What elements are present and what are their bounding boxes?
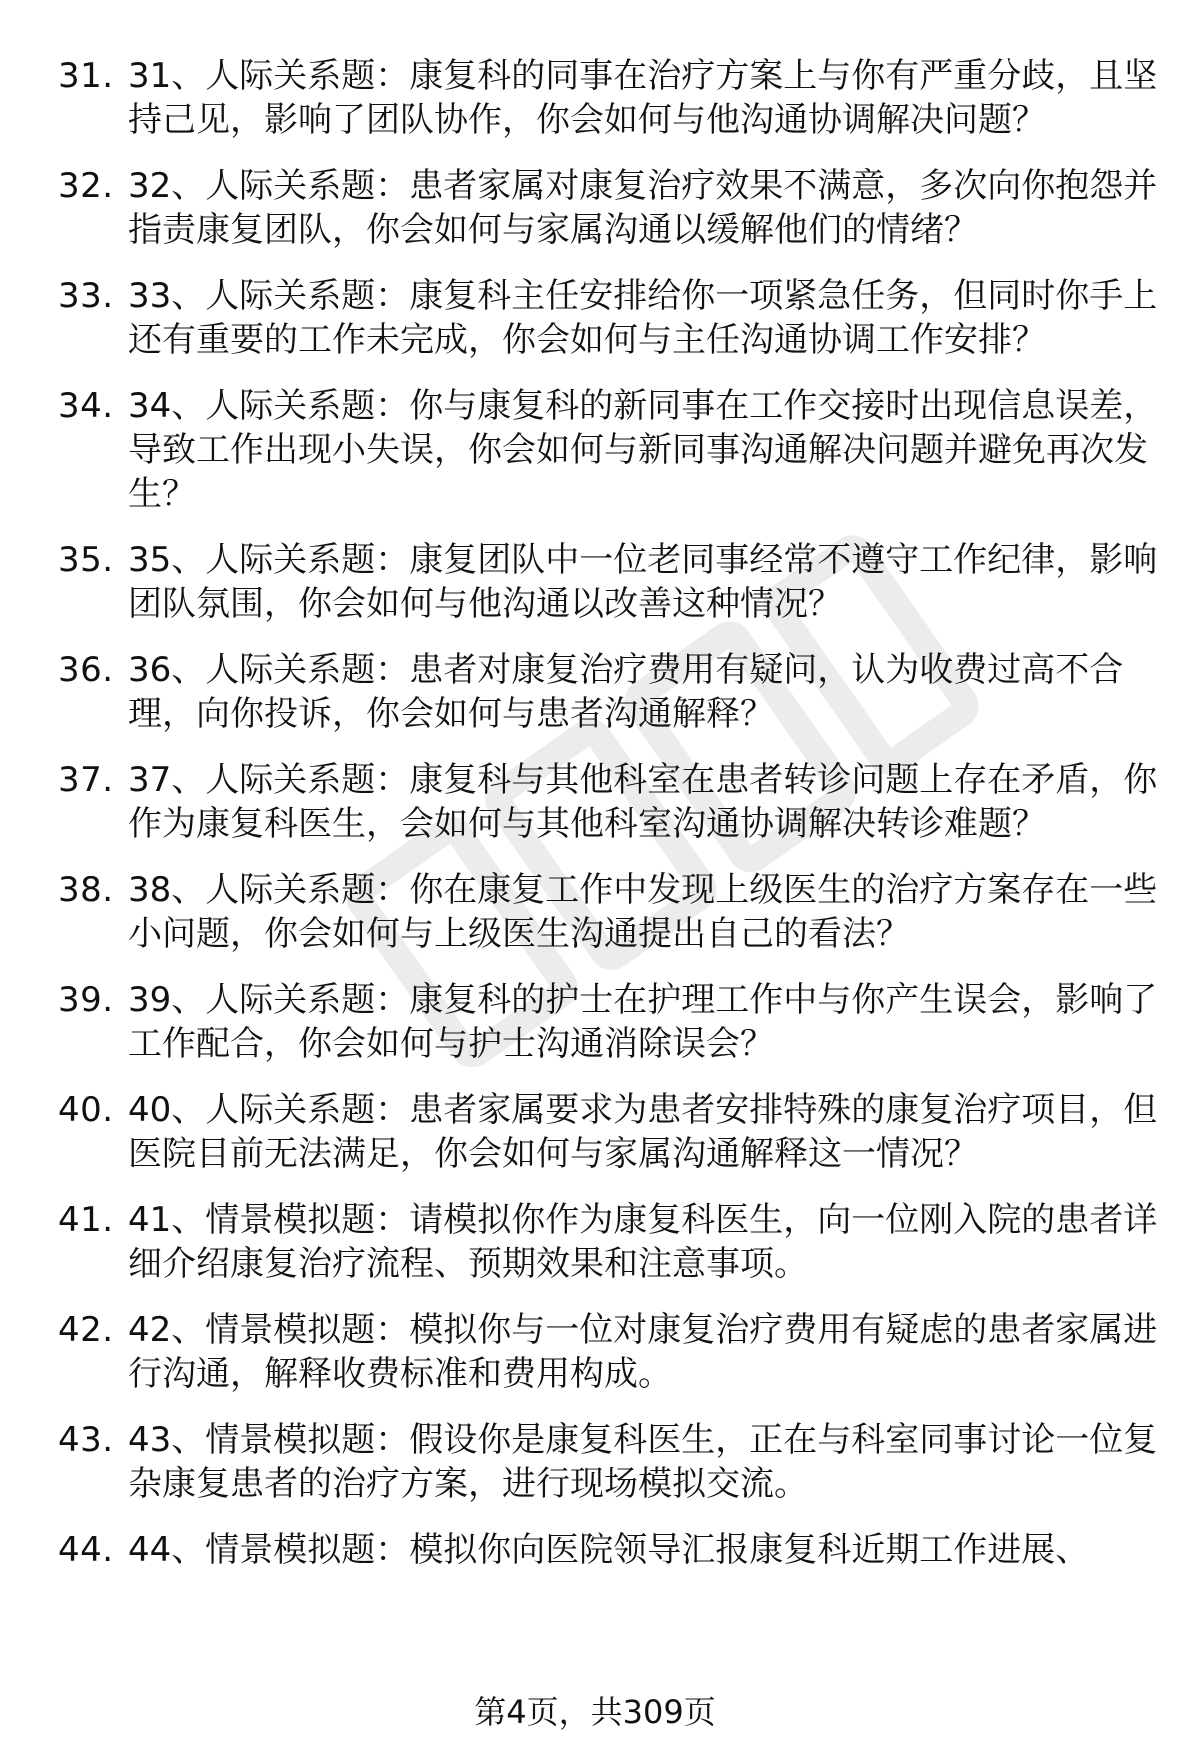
question-item xyxy=(58,758,1158,846)
question-number: 41. xyxy=(58,1200,114,1240)
question-text: 43、情景模拟题：假设你是康复科医生，正在与科室同事讨论一位复杂康复患者的治疗方案，进行现场模拟交流。 xyxy=(128,1420,1158,1504)
question-item xyxy=(58,1308,1158,1396)
question-item xyxy=(58,1528,1158,1572)
question-item xyxy=(58,384,1158,516)
question-text: 42、情景模拟题：模拟你与一位对康复治疗费用有疑虑的患者家属进行沟通，解释收费标准和费用构成。 xyxy=(128,1310,1158,1394)
question-text: 41、情景模拟题：请模拟你作为康复科医生，向一位刚入院的患者详细介绍康复治疗流程、预期效果和注意事项。 xyxy=(128,1200,1158,1284)
question-number: 33. xyxy=(58,276,114,316)
question-text: 44、情景模拟题：模拟你向医院领导汇报康复科近期工作进展、 xyxy=(128,1530,1090,1570)
question-text: 39、人际关系题：康复科的护士在护理工作中与你产生误会，影响了工作配合，你会如何与护士沟通消除误会？ xyxy=(128,980,1158,1064)
question-text: 32、人际关系题：患者家属对康复治疗效果不满意，多次向你抱怨并指责康复团队，你会如何与家属沟通以缓解他们的情绪？ xyxy=(128,166,1158,250)
question-number: 42. xyxy=(58,1310,114,1350)
question-item xyxy=(58,978,1158,1066)
question-item xyxy=(58,54,1158,142)
question-text: 33、人际关系题：康复科主任安排给你一项紧急任务，但同时你手上还有重要的工作未完成，你会如何与主任沟通协调工作安排？ xyxy=(128,276,1158,360)
question-text: 38、人际关系题：你在康复工作中发现上级医生的治疗方案存在一些小问题，你会如何与上级医生沟通提出自己的看法？ xyxy=(128,870,1158,954)
question-number: 39. xyxy=(58,980,114,1020)
question-text: 35、人际关系题：康复团队中一位老同事经常不遵守工作纪律，影响团队氛围，你会如何与他沟通以改善这种情况？ xyxy=(128,540,1158,624)
question-number: 37. xyxy=(58,760,114,800)
question-text: 34、人际关系题：你与康复科的新同事在工作交接时出现信息误差，导致工作出现小失误，你会如何与新同事沟通解决问题并避免再次发生？ xyxy=(128,386,1158,514)
question-item xyxy=(58,868,1158,956)
question-text: 31、人际关系题：康复科的同事在治疗方案上与你有严重分歧，且坚持己见，影响了团队协作，你会如何与他沟通协调解决问题？ xyxy=(128,56,1158,140)
question-number: 34. xyxy=(58,386,114,426)
question-number: 35. xyxy=(58,540,114,580)
question-item xyxy=(58,274,1158,362)
question-text: 36、人际关系题：患者对康复治疗费用有疑问，认为收费过高不合理，向你投诉，你会如何与患者沟通解释？ xyxy=(128,650,1124,734)
question-item xyxy=(58,1198,1158,1286)
question-item xyxy=(58,648,1158,736)
page-footer xyxy=(0,1690,1190,1734)
question-item xyxy=(58,538,1158,626)
question-number: 43. xyxy=(58,1420,114,1460)
question-number: 44. xyxy=(58,1530,114,1570)
question-number: 36. xyxy=(58,650,114,690)
question-number: 32. xyxy=(58,166,114,206)
question-item xyxy=(58,1088,1158,1176)
question-list xyxy=(58,54,1158,1594)
question-item xyxy=(58,164,1158,252)
question-number: 31. xyxy=(58,56,114,96)
question-number: 40. xyxy=(58,1090,114,1130)
page-number-label: 第4页，共309页 xyxy=(474,1693,716,1731)
question-number: 38. xyxy=(58,870,114,910)
question-text: 37、人际关系题：康复科与其他科室在患者转诊问题上存在矛盾，你作为康复科医生，会如何与其他科室沟通协调解决转诊难题？ xyxy=(128,760,1158,844)
question-text: 40、人际关系题：患者家属要求为患者安排特殊的康复治疗项目，但医院目前无法满足，你会如何与家属沟通解释这一情况？ xyxy=(128,1090,1158,1174)
question-item xyxy=(58,1418,1158,1506)
